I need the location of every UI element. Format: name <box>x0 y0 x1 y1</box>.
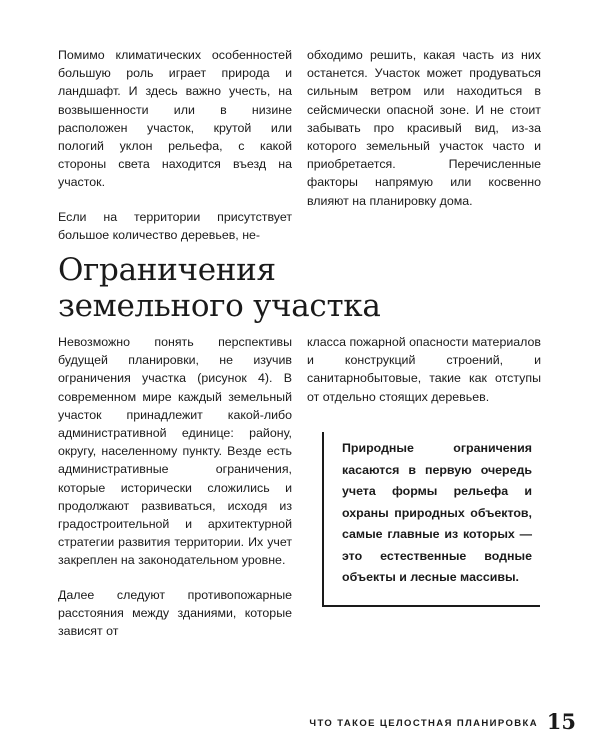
paragraph: Невозможно понять перспективы будущей планировки, не изучив ограничения участка (рисунок 4). В современном мире каждый земельный участок принадлежит какой-либо административной единице: району, округу, населенному пункту. Везде есть административные ограничения, которые исторически сложились и продолжают развиваться, исходя из градостроительной и архитектурной стратегии развития территории. Их учет закреплен на законодательном уровне. <box>58 335 292 568</box>
middle-right-column <box>307 333 541 406</box>
section-heading-line-1: Ограничения <box>58 252 276 288</box>
section-heading <box>58 252 538 324</box>
page-footer <box>0 708 600 738</box>
page-number: 15 <box>546 709 576 734</box>
middle-left-column <box>58 333 292 640</box>
paragraph: Если на территории присутствует большое количество деревьев, не- <box>58 209 292 242</box>
paragraph: обходимо решить, какая часть из них останется. Участок может продуваться сильным ветром или находиться в сейсмически опасной зоне. И не стоит забывать про красивый вид, из-за которого земельный участок часто и приобретается. Перечисленные факторы напрямую или косвенно влияют на планировку дома. <box>307 48 541 208</box>
section-heading-line-2: земельного участка <box>58 288 381 324</box>
callout-text: Природные ограничения касаются в первую очередь учета формы рельефа и охраны природных объектов, самые главные из которых — это естественные водные объекты и лесные массивы. <box>342 441 532 584</box>
paragraph: класса пожарной опасности материалов и конструкций строений, и санитарнобытовые, такие как отступы от отдельно стоящих деревьев. <box>307 335 541 404</box>
top-right-column <box>307 46 541 210</box>
top-left-column <box>58 46 292 244</box>
paragraph: Далее следуют противопожарные расстояния между зданиями, которые зависят от <box>58 587 292 639</box>
running-title: ЧТО ТАКОЕ ЦЕЛОСТНАЯ ПЛАНИРОВКА <box>309 718 538 729</box>
callout-box <box>322 432 540 607</box>
paragraph: Помимо климатических особенностей большую роль играет природа и ландшафт. И здесь важно учесть, на возвышенности или в низине расположен участок, крутой или пологий уклон рельефа, с какой стороны света находится въезд на участок. <box>58 48 292 190</box>
